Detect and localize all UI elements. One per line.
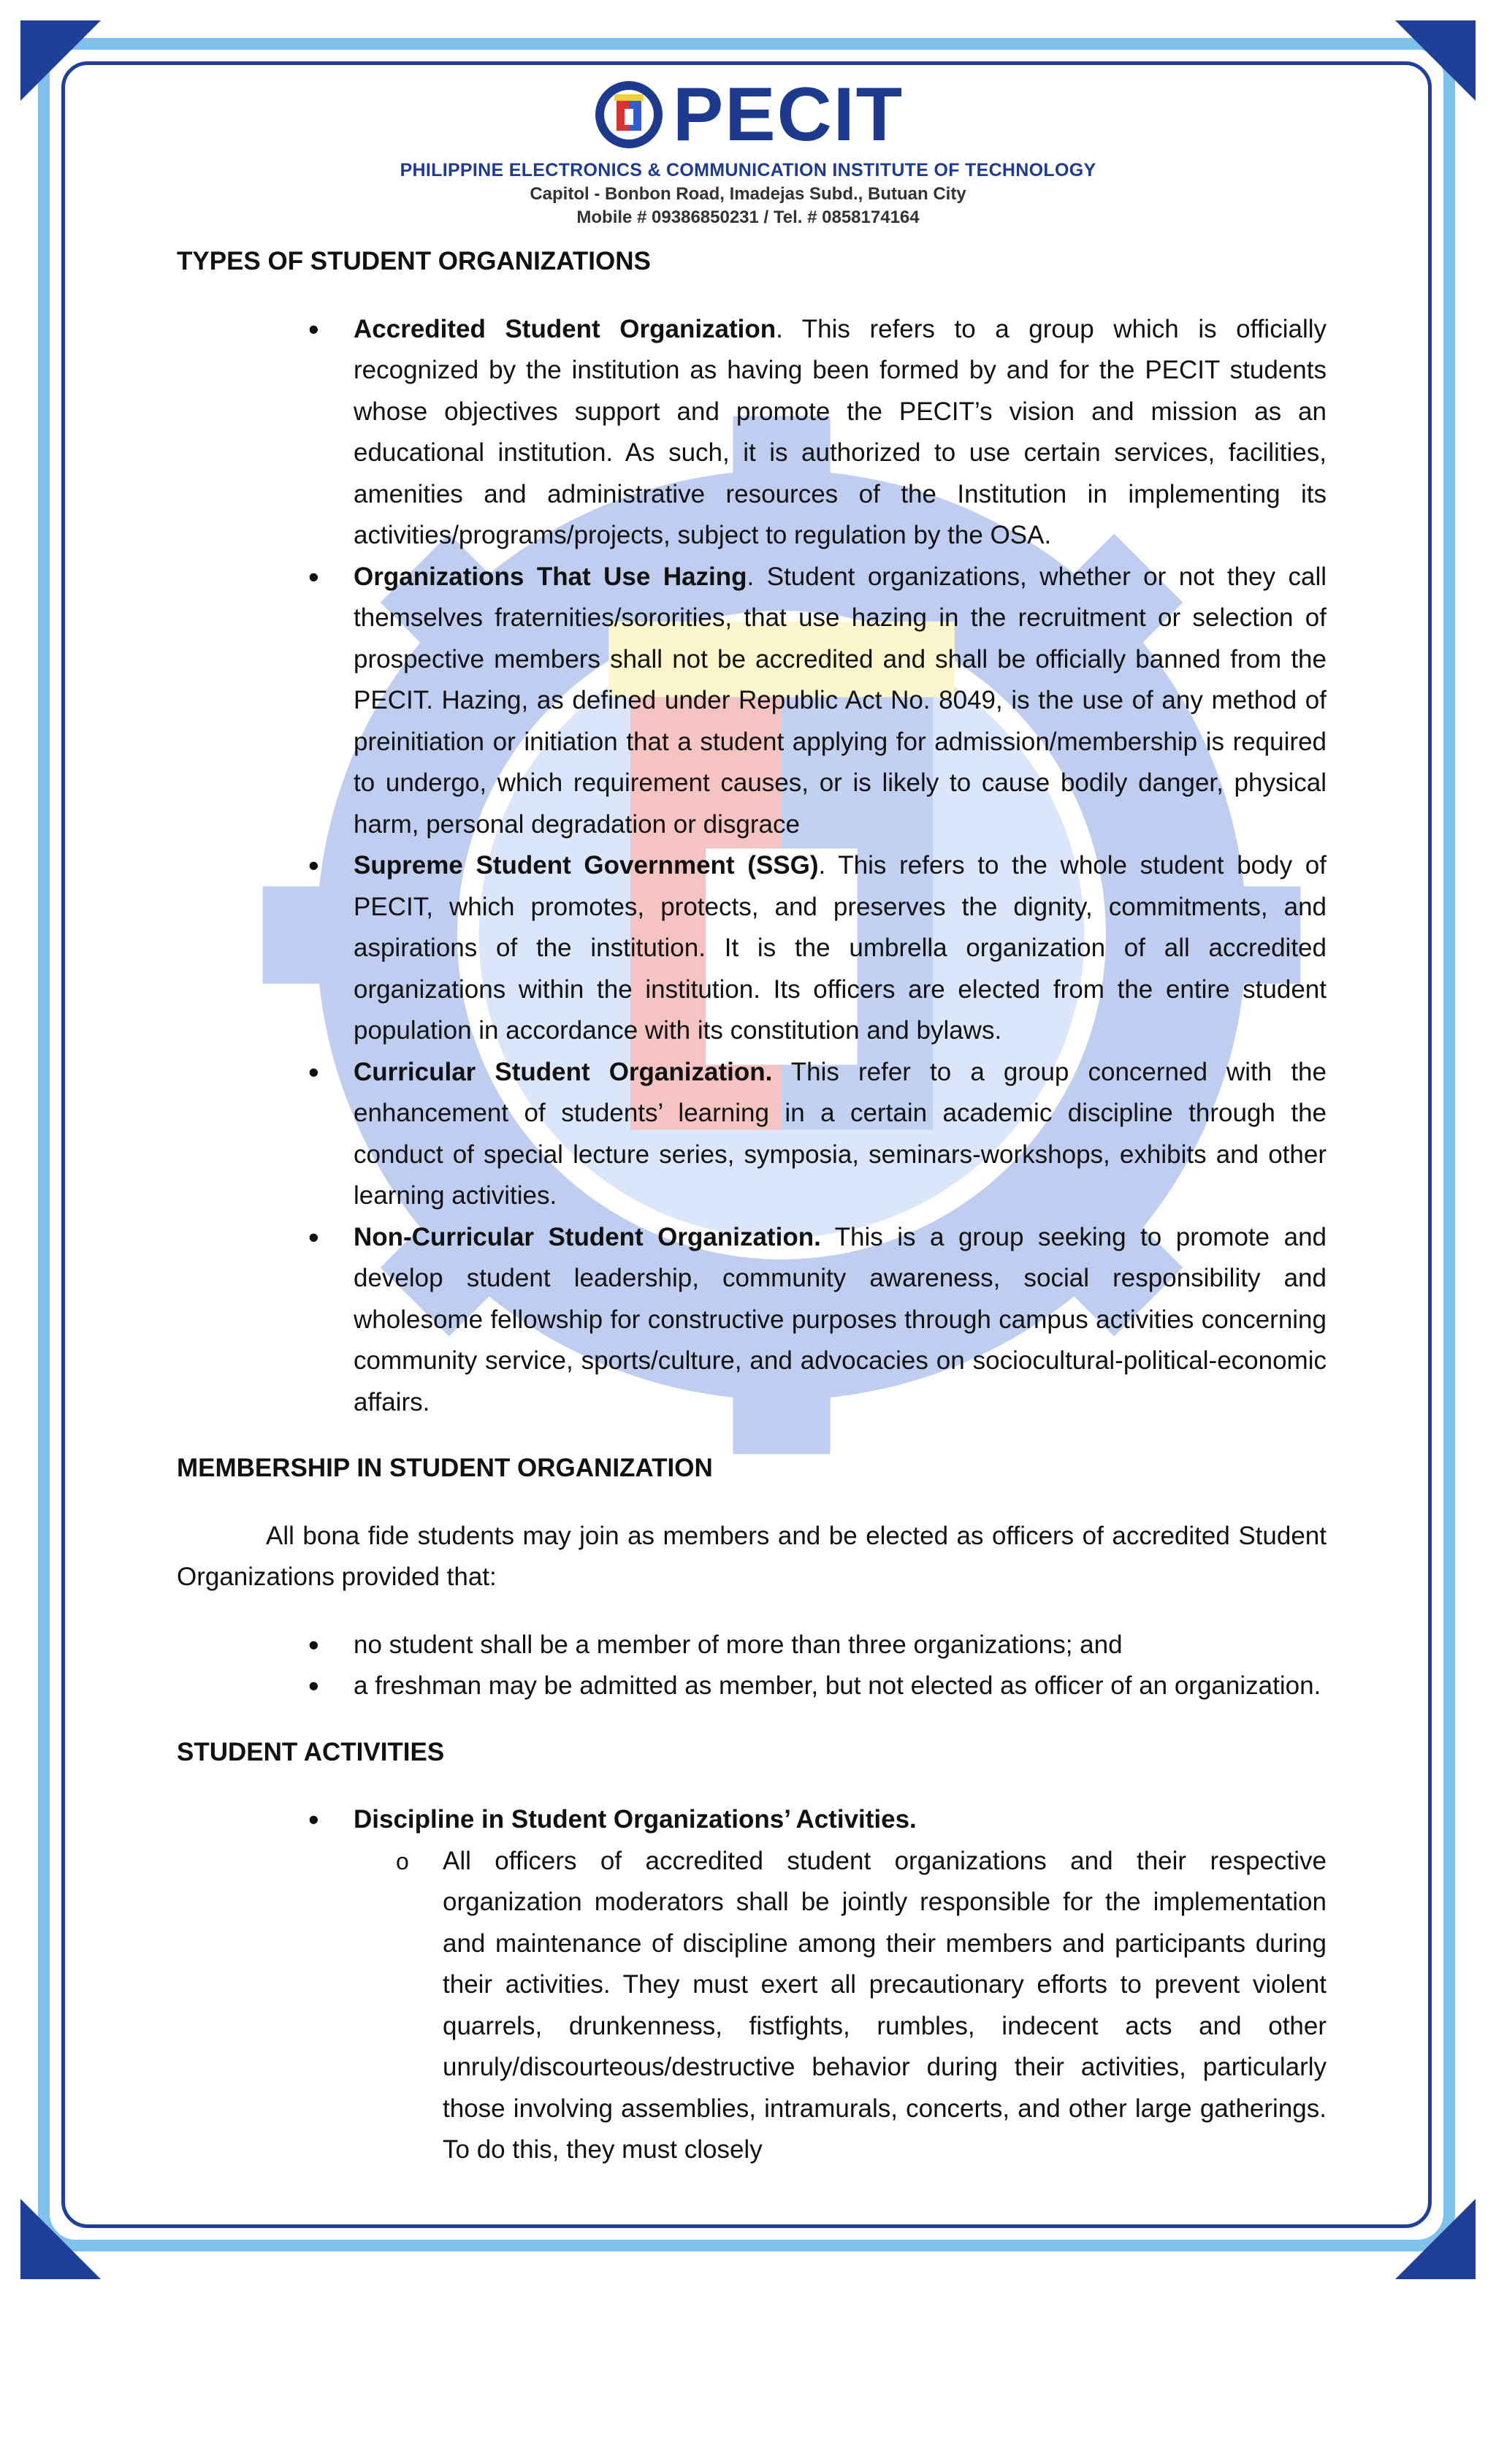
section-heading-membership: MEMBERSHIP IN STUDENT ORGANIZATION	[177, 1454, 713, 1482]
list-item-term: Supreme Student Government (SSG)	[354, 851, 819, 880]
list-item: • no student shall be a member of more than three organizations; and	[177, 1625, 1327, 1666]
section-heading-types: TYPES OF STUDENT ORGANIZATIONS	[177, 247, 651, 275]
list-item-term: Curricular Student Organization.	[354, 1057, 773, 1086]
list-item-text: This refer to a group concerned with the enhancement of students’ learning in a certain academic discipline through the conduct of special lecture series, symposia, seminars-workshops, exhibits and other learning activities.	[354, 1057, 1327, 1210]
list-item-term: Discipline in Student Organizations’ Activities.	[354, 1805, 917, 1834]
list-item	[177, 309, 1327, 557]
activities-list	[177, 1799, 1327, 1841]
list-item-text: . Student organizations, whether or not they call themselves fraternities/sororities, that use hazing in the recruitment or selection of prospective members shall not be accredited and shall be officially banned from the PECIT. Hazing, as defined under Republic Act No. 8049, is the use of any method of preinitiation or initiation that a student applying for admission/membership is required to undergo, which requirement causes, or is likely to cause bodily danger, physical harm, personal degradation or disgrace	[354, 562, 1327, 839]
membership-paragraph: All bona fide students may join as members and be elected as officers of accredited Student Organizations provided that:	[177, 1521, 1327, 1591]
list-item-term: Accredited Student Organization	[354, 314, 776, 343]
membership-list	[177, 1625, 1327, 1707]
document-body	[177, 241, 1327, 2171]
list-item-text: . This refers to the whole student body of PECIT, which promotes, protects, and preserves the dignity, commitments, and aspirations of the institution. It is the umbrella organization of all accredited organizations within the institution. Its officers are elected from the entire student population in accordance with its constitution and bylaws.	[354, 851, 1327, 1045]
section-heading-activities: STUDENT ACTIVITIES	[177, 1737, 445, 1766]
list-item-term: Organizations That Use Hazing	[354, 562, 747, 591]
institution-address: Capitol - Bonbon Road, Imadejas Subd., Butuan City	[530, 184, 966, 204]
list-item	[177, 557, 1327, 846]
logo	[0, 72, 1496, 157]
sub-list-item: o All officers of accredited student organizations and their respective organization moderators shall be jointly responsible for the implementation and maintenance of discipline among their members and participants during their activities. They must exert all precautionary efforts to prevent violent quarrels, drunkenness, fistfights, rumbles, indecent acts and other unruly/discourteous/destructive behavior during their activities, particularly those involving assemblies, intramurals, concerts, and other large gatherings. To do this, they must closely	[177, 1841, 1327, 2171]
list-item	[177, 1217, 1327, 1424]
list-item-text: . This refers to a group which is officially recognized by the institution as having been formed by and for the PECIT students whose objectives support and promote the PECIT’s vision and mission as an educational institution. As such, it is authorized to use certain services, facilities, amenities and administrative resources of the Institution in implementing its activities/programs/projects, subject to regulation by the OSA.	[354, 314, 1327, 549]
list-item	[177, 1799, 1327, 1841]
list-item	[177, 845, 1327, 1052]
list-item	[177, 1052, 1327, 1217]
activities-sub-list	[177, 1841, 1327, 2171]
types-list	[177, 309, 1327, 1424]
list-item-term: Non-Curricular Student Organization.	[354, 1222, 821, 1251]
corner-ornament-bottom-right	[1395, 2199, 1476, 2279]
logo-text: PECIT	[672, 72, 904, 157]
list-item: • a freshman may be admitted as member, but not elected as officer of an organization.	[177, 1666, 1327, 1707]
seal-icon	[592, 78, 665, 151]
corner-ornament-bottom-left	[20, 2199, 101, 2279]
list-item-text: This is a group seeking to promote and develop student leadership, community awareness, social responsibility and wholesome fellowship for constructive purposes through campus activities concerning community service, sports/culture, and advocacies on sociocultural-political-economic affairs.	[354, 1222, 1327, 1416]
letterhead	[0, 72, 1496, 228]
institution-name: PHILIPPINE ELECTRONICS & COMMUNICATION INSTITUTE OF TECHNOLOGY	[400, 160, 1096, 180]
institution-contact: Mobile # 09386850231 / Tel. # 0858174164	[576, 207, 920, 227]
